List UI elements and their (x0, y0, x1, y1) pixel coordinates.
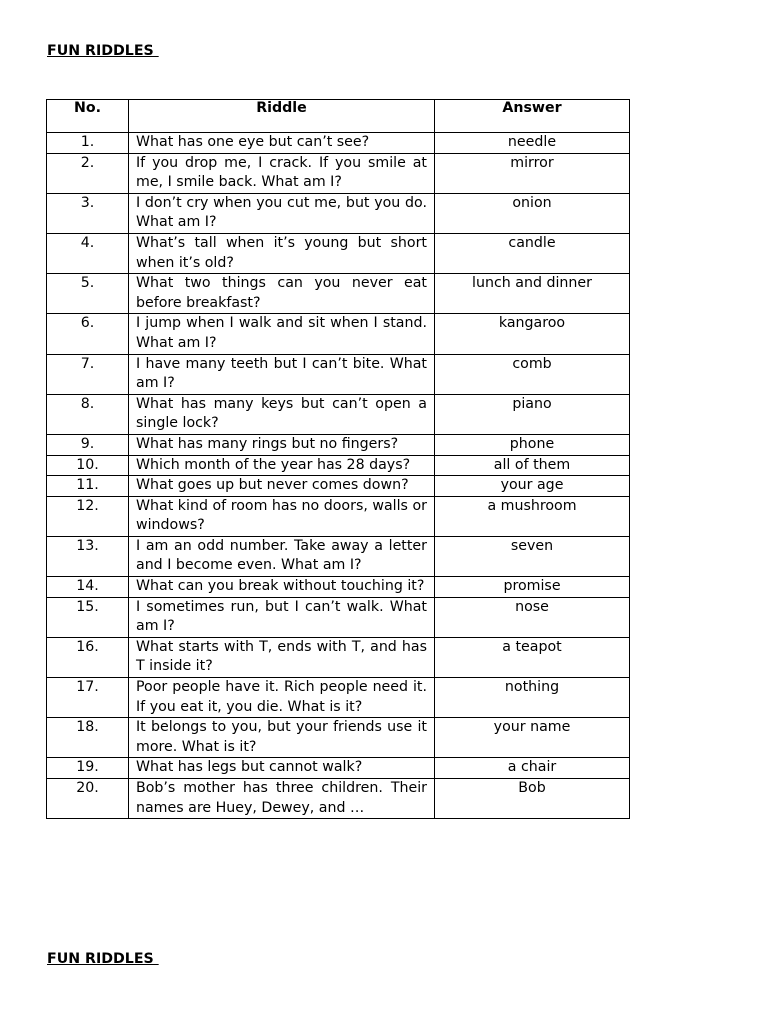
column-header-no: No. (47, 100, 129, 133)
table-row (47, 314, 630, 354)
answer-text: a chair (435, 758, 630, 779)
riddle-text: What two things can you never eat before breakfast? (129, 274, 435, 314)
row-number: 6. (47, 314, 129, 354)
answer-text: needle (435, 133, 630, 154)
riddle-text: I don’t cry when you cut me, but you do. What am I? (129, 193, 435, 233)
riddle-text: I jump when I walk and sit when I stand. What am I? (129, 314, 435, 354)
row-number: 9. (47, 434, 129, 455)
table-row (47, 758, 630, 779)
row-number: 5. (47, 274, 129, 314)
answer-text: kangaroo (435, 314, 630, 354)
riddle-text: I am an odd number. Take away a letter and I become even. What am I? (129, 536, 435, 576)
column-header-riddle: Riddle (129, 100, 435, 133)
table-row (47, 536, 630, 576)
riddle-text: What has many keys but can’t open a single lock? (129, 394, 435, 434)
riddles-table (46, 99, 630, 819)
table-row (47, 193, 630, 233)
riddle-text: What has one eye but can’t see? (129, 133, 435, 154)
table-body (47, 133, 630, 819)
riddle-text: What goes up but never comes down? (129, 476, 435, 497)
row-number: 20. (47, 779, 129, 819)
row-number: 13. (47, 536, 129, 576)
row-number: 10. (47, 455, 129, 476)
answer-text: promise (435, 577, 630, 598)
riddle-text: Bob’s mother has three children. Their names are Huey, Dewey, and … (129, 779, 435, 819)
answer-text: onion (435, 193, 630, 233)
table-row (47, 455, 630, 476)
table-row (47, 678, 630, 718)
riddle-text: What’s tall when it’s young but short when it’s old? (129, 233, 435, 273)
row-number: 11. (47, 476, 129, 497)
answer-text: your name (435, 718, 630, 758)
table-row (47, 394, 630, 434)
answer-text: your age (435, 476, 630, 497)
row-number: 2. (47, 153, 129, 193)
row-number: 16. (47, 637, 129, 677)
answer-text: seven (435, 536, 630, 576)
riddle-text: What can you break without touching it? (129, 577, 435, 598)
table-row (47, 577, 630, 598)
riddle-text: Which month of the year has 28 days? (129, 455, 435, 476)
table-row (47, 354, 630, 394)
answer-text: piano (435, 394, 630, 434)
row-number: 8. (47, 394, 129, 434)
column-header-answer: Answer (435, 100, 630, 133)
table-row (47, 153, 630, 193)
row-number: 18. (47, 718, 129, 758)
riddle-text: What starts with T, ends with T, and has T inside it? (129, 637, 435, 677)
riddle-text: What has legs but cannot walk? (129, 758, 435, 779)
answer-text: a mushroom (435, 496, 630, 536)
table-row (47, 434, 630, 455)
riddle-text: What has many rings but no fingers? (129, 434, 435, 455)
page-title: FUN RIDDLES (47, 43, 159, 59)
answer-text: comb (435, 354, 630, 394)
table-row (47, 637, 630, 677)
row-number: 3. (47, 193, 129, 233)
row-number: 17. (47, 678, 129, 718)
answer-text: Bob (435, 779, 630, 819)
answer-text: nose (435, 597, 630, 637)
answer-text: a teapot (435, 637, 630, 677)
riddle-text: What kind of room has no doors, walls or windows? (129, 496, 435, 536)
answer-text: nothing (435, 678, 630, 718)
table-row (47, 597, 630, 637)
table-row (47, 496, 630, 536)
riddle-text: I have many teeth but I can’t bite. What am I? (129, 354, 435, 394)
row-number: 19. (47, 758, 129, 779)
answer-text: candle (435, 233, 630, 273)
table-row (47, 779, 630, 819)
table-row (47, 718, 630, 758)
answer-text: lunch and dinner (435, 274, 630, 314)
table-row (47, 233, 630, 273)
footer-title: FUN RIDDLES (47, 951, 159, 967)
riddle-text: It belongs to you, but your friends use it more. What is it? (129, 718, 435, 758)
table-row (47, 133, 630, 154)
table-row (47, 274, 630, 314)
row-number: 1. (47, 133, 129, 154)
table-row (47, 476, 630, 497)
row-number: 7. (47, 354, 129, 394)
answer-text: all of them (435, 455, 630, 476)
riddle-text: Poor people have it. Rich people need it. If you eat it, you die. What is it? (129, 678, 435, 718)
row-number: 4. (47, 233, 129, 273)
riddle-text: If you drop me, I crack. If you smile at me, I smile back. What am I? (129, 153, 435, 193)
riddle-text: I sometimes run, but I can’t walk. What am I? (129, 597, 435, 637)
answer-text: mirror (435, 153, 630, 193)
answer-text: phone (435, 434, 630, 455)
table-header-row (47, 100, 630, 133)
row-number: 15. (47, 597, 129, 637)
row-number: 12. (47, 496, 129, 536)
row-number: 14. (47, 577, 129, 598)
